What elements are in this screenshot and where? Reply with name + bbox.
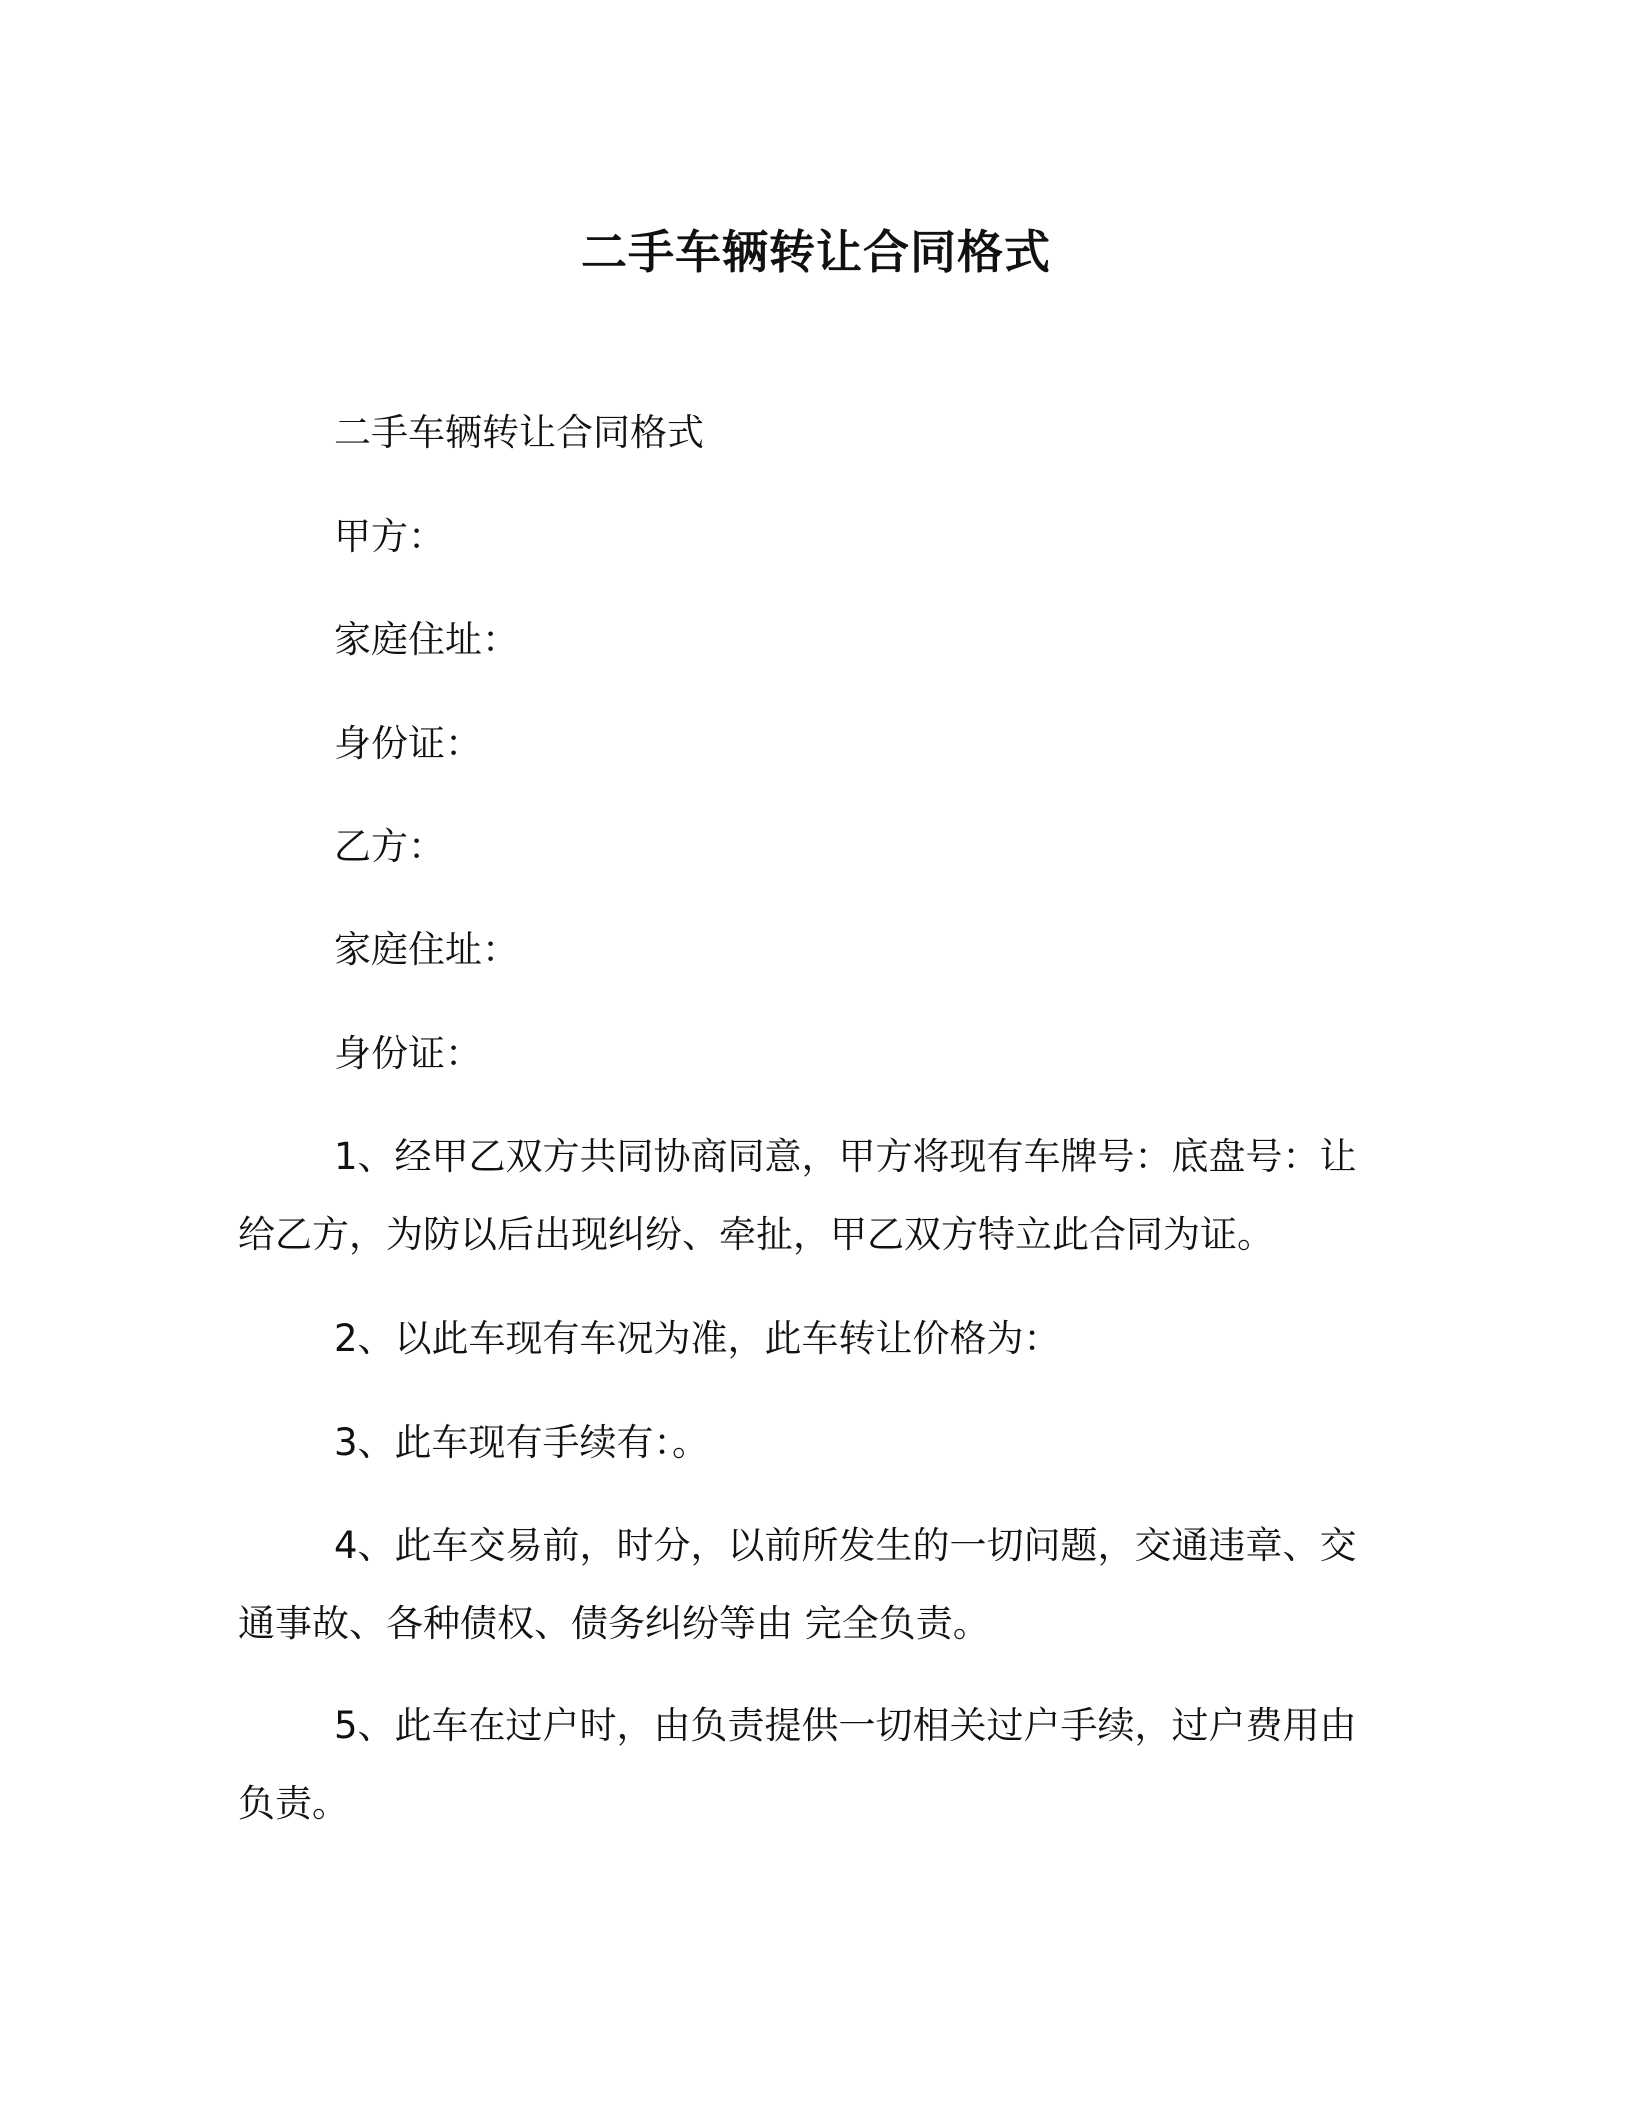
clause-3: 3、此车现有手续有：。 — [334, 1421, 710, 1464]
document-title: 二手车辆转让合同格式 — [581, 225, 1051, 279]
party-b-id-label: 身份证： — [334, 1032, 482, 1075]
clause-1: 1、经甲乙双方共同协商同意，甲方将现有车牌号：底盘号：让给乙方，为防以后出现纠纷、牵扯，甲乙双方特立此合同为证。 — [238, 1135, 1357, 1256]
clause-2: 2、以此车现有车况为准，此车转让价格为： — [334, 1317, 1061, 1360]
party-a-label: 甲方： — [334, 515, 445, 558]
document-subtitle: 二手车辆转让合同格式 — [334, 411, 704, 454]
party-b-label: 乙方： — [334, 825, 445, 868]
clause-5: 5、此车在过户时，由负责提供一切相关过户手续，过户费用由负责。 — [238, 1704, 1357, 1825]
party-a-address-label: 家庭住址： — [334, 618, 519, 661]
party-b-address-label: 家庭住址： — [334, 928, 519, 971]
clause-4: 4、此车交易前，时分，以前所发生的一切问题，交通违章、交通事故、各种债权、债务纠纷等由 完全负责。 — [238, 1524, 1357, 1645]
party-a-id-label: 身份证： — [334, 722, 482, 765]
